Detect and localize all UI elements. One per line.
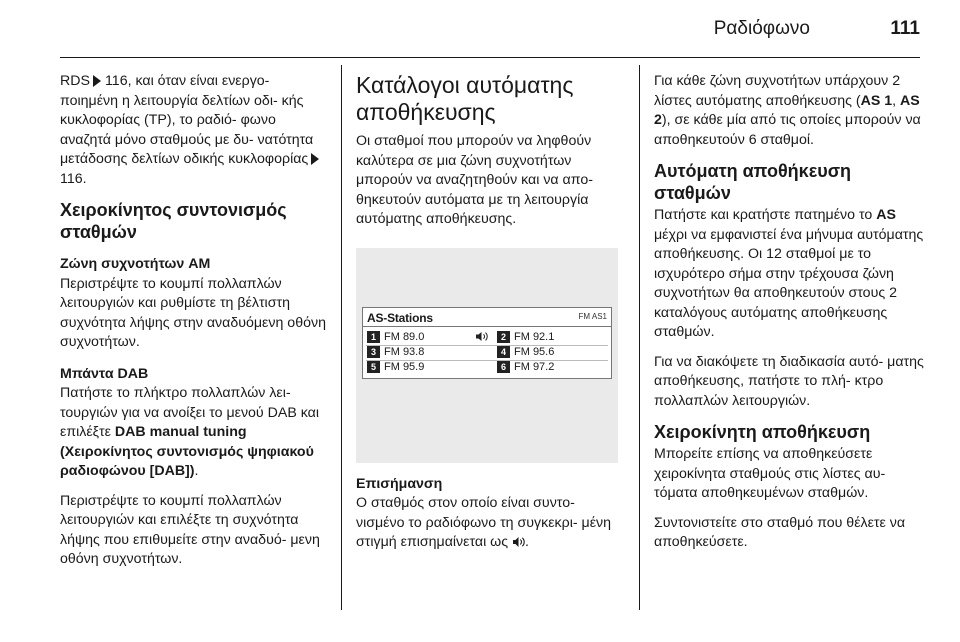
- station-2: 2 FM 92.1: [497, 330, 554, 345]
- dab-text: Πατήστε το πλήκτρο πολλαπλών λει- τουργιών για να ανοίξει το μενού DAB και επιλέξτε: [60, 385, 320, 440]
- header-rule: [60, 57, 920, 58]
- note-text: Ο σταθμός στον οποίο είναι συντο- νισμένο το ραδιόφωνο τη συγκεκρι- μένη στιγμή επισημαίνεται ως: [356, 495, 612, 550]
- manual-store-text: Μπορείτε επίσης να αποθηκεύσετε χειροκίνητα σταθμούς στις λίστες αυ- τόματα αποθηκευμένων σταθμών.: [654, 446, 886, 501]
- column-1: [60, 72, 328, 580]
- autostore-intro: Οι σταθμοί που μπορούν να ληφθούν καλύτερα σε μια ζώνη συχνοτήτων μπορούν να αναζητηθούν και να απο- θηκευτούν αυτόματα με τη λειτουργία αυτόματης αποθήκευσης.: [356, 133, 593, 227]
- station-6: 6 FM 97.2: [497, 360, 554, 375]
- rds-paragraph: RDS 116, και όταν είναι ενεργο- ποιημένη η λειτουργία δελτίων οδι- κής κυκλοφορίας (TP), το ραδιό- φωνο αναζητά μόνο σταθμούς με δυ- νατότητα μετάδοσης δελτίων οδικής κυκλοφορίας116.: [60, 72, 328, 189]
- column-divider-2: [639, 65, 640, 610]
- am-section: [60, 255, 328, 353]
- reference-arrow-icon: [311, 153, 319, 165]
- active-station-speaker-icon: [475, 331, 489, 342]
- note-section: Επισήμανση Ο σταθμός στον οποίο είναι συντο- νισμένο το ραδιόφωνο τη συγκεκρι- μένη στιγμή επισημαίνεται ως .: [356, 475, 626, 553]
- as1-label: AS 1: [860, 92, 893, 109]
- as-stations-screenshot: [356, 248, 618, 463]
- auto-store-text: Πατήστε και κρατήστε πατημένο το AS μέχρι να εμφανιστεί ένα μήνυμα αυτόματης αποθήκευσης. Οι 12 σταθμοί με το ισχυρότερο σήμα στην τρέχουσα ζώνη συχνοτήτων θα αποθηκευτούν στους 2 καταλόγους αυτόματης αποθήκευσης σταθμών.: [654, 207, 924, 340]
- dab-rotate-text: Περιστρέψτε το κουμπί πολλαπλών λειτουργιών και επιλέξτε τη συχνότητα λήψης που επιθυμείτε στην αναδυό- μενη οθόνη συχνοτήτων.: [60, 492, 320, 567]
- screen-title: AS-Stations: [367, 310, 433, 325]
- as2-label: AS 2: [654, 92, 920, 128]
- lists-info: Για κάθε ζώνη συχνοτήτων υπάρχουν 2 λίστες αυτόματης αποθήκευσης (AS 1, AS 2), σε κάθε μία από τις οποίες μπορούν να αποθηκευτούν 6 σταθμοί.: [654, 73, 921, 148]
- station-4: 4 FM 95.6: [497, 345, 554, 360]
- am-subheading: Ζώνη συχνοτήτων AM: [60, 256, 211, 272]
- reference-arrow-icon: [93, 75, 101, 87]
- auto-store-heading: Αυτόματη αποθήκευση σταθμών: [654, 161, 852, 203]
- display-screen: [362, 307, 612, 379]
- autostore-lists-heading: Κατάλογοι αυτόματης αποθήκευσης: [356, 72, 574, 125]
- column-2: [356, 72, 626, 563]
- am-text: Περιστρέψτε το κουμπί πολλαπλών λειτουργιών και ρυθμίστε τη βέλτιστη συχνότητα λήψης στην αναδυόμενη οθόνη συχνοτήτων.: [60, 275, 326, 350]
- column-divider-1: [341, 65, 342, 610]
- page-header: [60, 0, 920, 58]
- dab-section: Μπάντα DAB Πατήστε το πλήκτρο πολλαπλών λει- τουργιών για να ανοίξει το μενού DAB και επιλέξτε DAB manual tuning (Χειροκίνητος συντονισμός ψηφιακού ραδιοφώνου [DAB]).: [60, 365, 328, 482]
- as-button-label: AS: [876, 207, 896, 223]
- tune-text: Συντονιστείτε στο σταθμό που θέλετε να αποθηκεύσετε.: [654, 514, 906, 550]
- manual-tuning-heading: Χειροκίνητος συντονισμός σταθμών: [60, 200, 287, 242]
- header-title: Ραδιόφωνο: [713, 18, 810, 39]
- dab-subheading: Μπάντα DAB: [60, 365, 149, 382]
- column-3: [654, 72, 928, 563]
- speaker-icon: [512, 536, 525, 548]
- station-5: 5 FM 95.9: [367, 360, 424, 375]
- station-3: 3 FM 93.8: [367, 345, 424, 360]
- note-heading: Επισήμανση: [356, 475, 443, 492]
- page-number: 111: [890, 18, 920, 39]
- abort-text: Για να διακόψετε τη διαδικασία αυτό- ματης αποθήκευσης, πατήστε το πλή- κτρο πολλαπλών λειτουργιών.: [654, 353, 924, 409]
- dab-menu-item: DAB manual tuning (Χειροκίνητος συντονισμός ψηφιακού ραδιοφώνου [DAB]): [60, 424, 314, 479]
- screen-rule: [363, 326, 611, 327]
- station-1: 1 FM 89.0: [367, 330, 424, 345]
- manual-store-heading: Χειροκίνητη αποθήκευση: [654, 422, 871, 442]
- screen-subtitle: FM AS1: [578, 311, 607, 321]
